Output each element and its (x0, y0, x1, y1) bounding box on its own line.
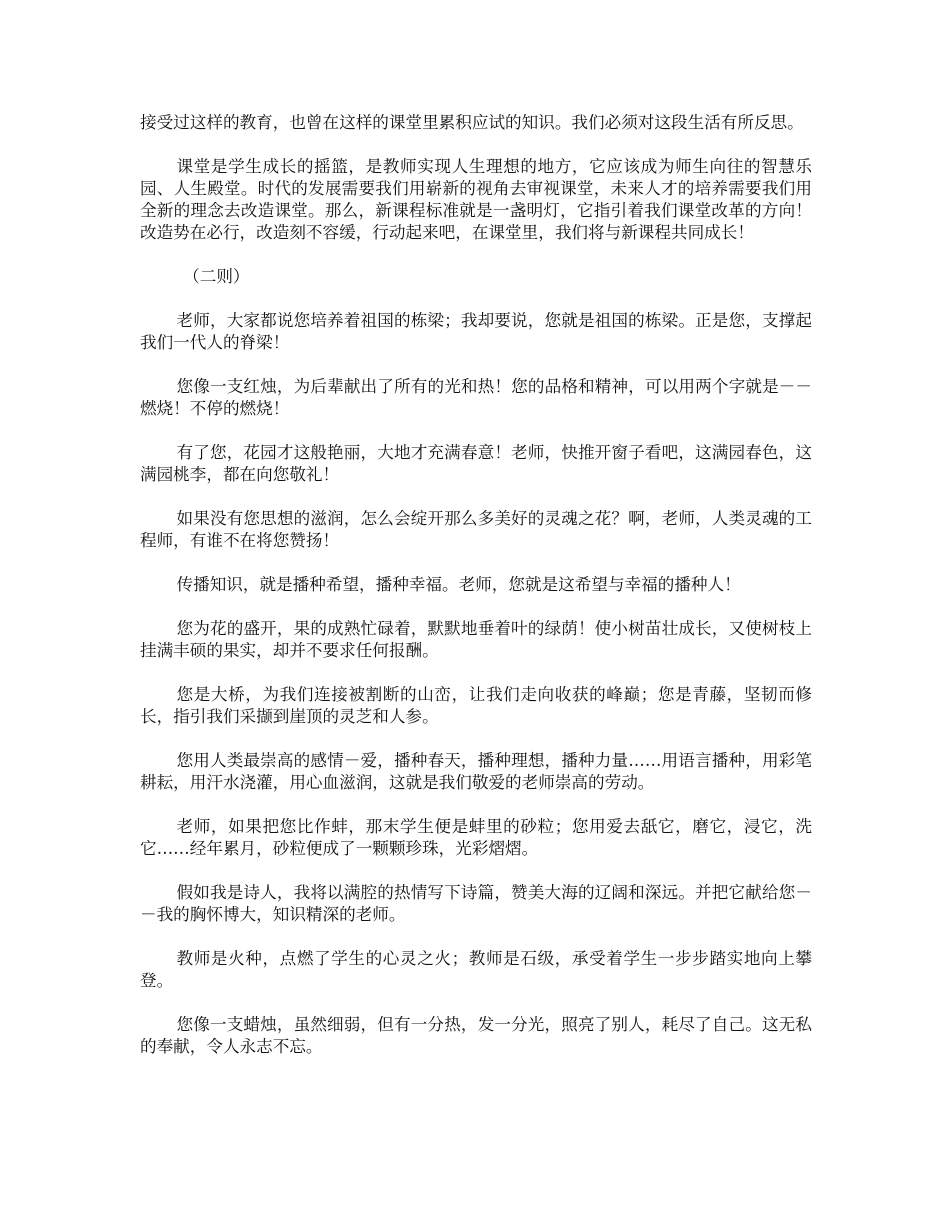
paragraph-7: 传播知识，就是播种希望，播种幸福。老师，您就是这希望与幸福的播种人！ (176, 575, 741, 594)
paragraph-11: 老师，如果把您比作蚌，那末学生便是蚌里的砂粒；您用爱去舐它，磨它，浸它，洗它……经年累月，砂粒便成了一颗颗珍珠，光彩熠熠。 (140, 817, 812, 858)
paragraph-14: 您像一支蜡烛，虽然细弱，但有一分热，发一分光，照亮了别人，耗尽了自己。这无私的奉献，令人永志不忘。 (140, 1015, 812, 1056)
paragraph-6: 如果没有您思想的滋润，怎么会绽开那么多美好的灵魂之花？啊，老师，人类灵魂的工程师，有谁不在将您赞扬！ (140, 509, 812, 550)
paragraph-13: 教师是火种，点燃了学生的心灵之火；教师是石级，承受着学生一步步踏实地向上攀登。 (140, 949, 812, 990)
paragraph-4: 您像一支红烛，为后辈献出了所有的光和热！您的品格和精神，可以用两个字就是－－燃烧！不停的燃烧！ (140, 377, 812, 418)
paragraph-2: 课堂是学生成长的摇篮，是教师实现人生理想的地方，它应该成为师生向往的智慧乐园、人生殿堂。时代的发展需要我们用崭新的视角去审视课堂，未来人才的培养需要我们用全新的理念去改造课堂。那么，新课程标准就是一盏明灯，它指引着我们课堂改革的方向！改造势在必行，改造刻不容缓，行动起来吧，在课堂里，我们将与新课程共同成长！ (140, 157, 812, 242)
paragraph-3: 老师，大家都说您培养着祖国的栋梁；我却要说，您就是祖国的栋梁。正是您，支撑起我们一代人的脊梁！ (140, 311, 812, 352)
paragraph-5: 有了您，花园才这般艳丽，大地才充满春意！老师，快推开窗子看吧，这满园春色，这满园桃李，都在向您敬礼！ (140, 443, 812, 484)
paragraph-8: 您为花的盛开，果的成熟忙碌着，默默地垂着叶的绿荫！使小树苗壮成长，又使树枝上挂满丰硕的果实，却并不要求任何报酬。 (140, 619, 812, 660)
paragraph-1: 接受过这样的教育，也曾在这样的课堂里累积应试的知识。我们必须对这段生活有所反思。 (140, 113, 804, 132)
paragraph-10: 您用人类最崇高的感情－爱，播种春天，播种理想，播种力量……用语言播种，用彩笔耕耘，用汗水浇灌，用心血滋润，这就是我们敬爱的老师崇高的劳动。 (140, 751, 812, 792)
document-body (140, 112, 812, 1080)
paragraph-9: 您是大桥，为我们连接被割断的山峦，让我们走向收获的峰巅；您是青藤，坚韧而修长，指引我们采撷到崖顶的灵芝和人参。 (140, 685, 812, 726)
paragraph-12: 假如我是诗人，我将以满腔的热情写下诗篇，赞美大海的辽阔和深远。并把它献给您－－我的胸怀博大，知识精深的老师。 (140, 883, 812, 924)
section-heading: （二则） (183, 267, 250, 286)
